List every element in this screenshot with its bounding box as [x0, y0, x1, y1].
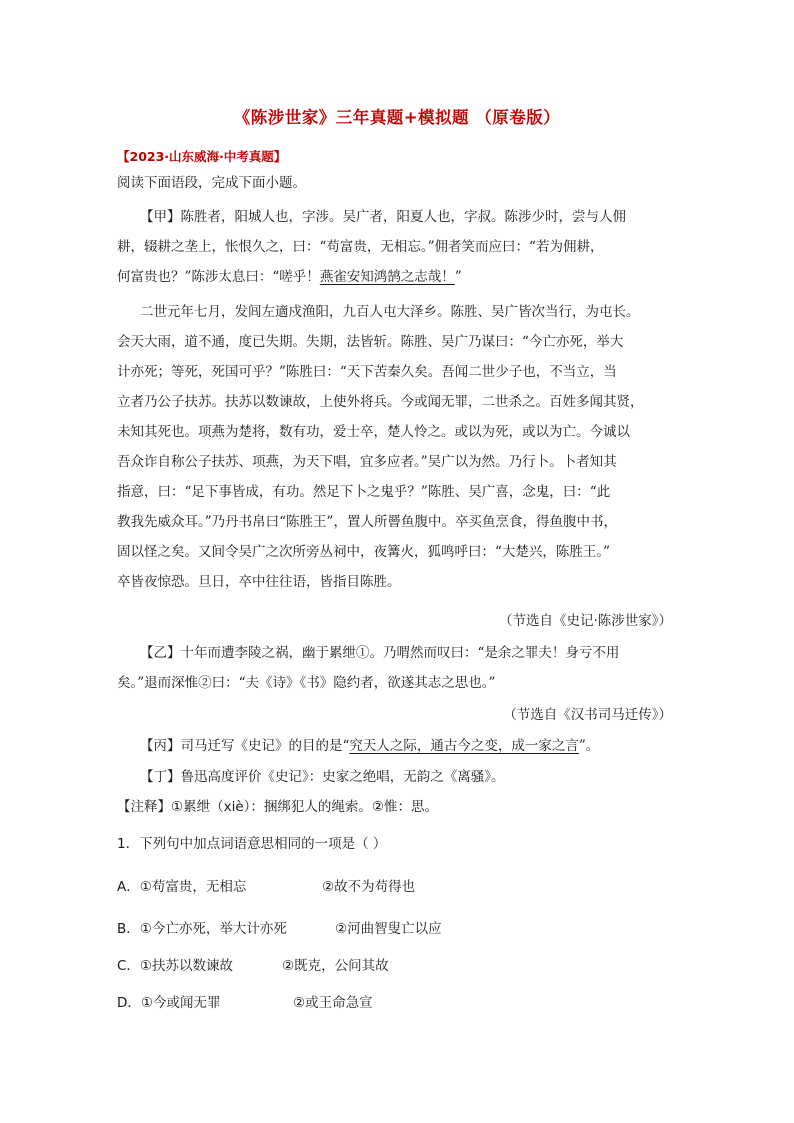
question-stem: 1．下列句中加点词语意思相同的一项是（ ）: [117, 836, 387, 852]
yi-line-2: 矣。”退而深惟②曰：“夫《诗》《书》隐约者，欲遂其志之思也。”: [117, 675, 496, 691]
jia-underlined-phrase: 燕雀安知鸿鹄之志哉！: [319, 269, 455, 285]
jia-p2-line-7: 指意，曰：“足下事皆成，有功。然足下卜之鬼乎？”陈胜、吴广喜，念鬼，曰：“此: [117, 484, 611, 500]
notes-line: 【注释】①累绁（xiè）：捆绑犯人的绳索。②惟：思。: [117, 799, 439, 815]
option-c-second: ②既克，公问其故: [282, 958, 389, 974]
jia-line-3-text: 何富贵也？”陈涉太息曰：“嗟乎！: [117, 269, 320, 285]
jia-line-3-end: ”: [454, 269, 462, 285]
yi-citation: （节选自《汉书司马迁传》）: [503, 707, 672, 723]
bing-underlined-phrase: 究天人之际，通古今之变，成一家之言: [349, 738, 579, 754]
page-title: 《陈涉世家》三年真题+模拟题 （原卷版）: [233, 108, 561, 127]
jia-p2-line-1: 二世元年七月，发闾左適戍渔阳，九百人屯大泽乡。陈胜、吴广皆次当行，为屯长。: [140, 304, 640, 320]
bing-prefix: 【丙】司马迁写《史记》的目的是“: [140, 738, 350, 754]
option-c-first: C．①扶苏以数谏故: [117, 958, 234, 974]
ding-line: 【丁】鲁迅高度评价《史记》：史家之绝唱，无韵之《离骚》。: [140, 769, 505, 785]
jia-line-2: 耕，辍耕之垄上，怅恨久之，曰：“苟富贵，无相忘。”佣者笑而应曰：“若为佣耕，: [117, 239, 604, 255]
jia-p2-line-3: 计亦死；等死，死国可乎？”陈胜曰：“天下苦秦久矣。吾闻二世少子也，不当立，当: [117, 364, 617, 380]
jia-p2-line-8: 教我先威众耳。”乃丹书帛曰“陈胜王”，置人所罾鱼腹中。卒买鱼烹食，得鱼腹中书，: [117, 514, 617, 530]
jia-citation: （节选自《史记·陈涉世家》）: [498, 613, 672, 629]
option-d-second: ②或王命急宣: [293, 995, 373, 1011]
jia-line-3: [117, 267, 677, 287]
instruction-text: 阅读下面语段，完成下面小题。: [117, 175, 306, 191]
jia-p2-line-9: 固以怪之矣。又间令吴广之次所旁丛祠中，夜篝火，狐鸣呼曰：“大楚兴，陈胜王。”: [117, 544, 611, 560]
yi-line-1: 【乙】十年而遭李陵之祸，幽于累绁①。乃喟然而叹曰：“是余之罪夫！身亏不用: [140, 645, 620, 661]
jia-p2-line-4: 立者乃公子扶苏。扶苏以数谏故，上使外将兵。今或闻无罪，二世杀之。百姓多闻其贤，: [117, 394, 644, 410]
exam-source-tag: 【2023·山东威海·中考真题】: [117, 149, 287, 164]
jia-line-1: 【甲】陈胜者，阳城人也，字涉。吴广者，阳夏人也，字叔。陈涉少时，尝与人佣: [140, 209, 626, 225]
option-a-second: ②故不为苟得也: [322, 879, 416, 895]
bing-suffix: ”。: [578, 738, 600, 754]
jia-p2-line-6: 吾众诈自称公子扶苏、项燕，为天下唱，宜多应者。”吴广以为然。乃行卜。卜者知其: [117, 454, 617, 470]
option-d-first: D．①今或闻无罪: [117, 995, 221, 1011]
bing-line: [140, 736, 700, 756]
jia-p2-line-5: 未知其死也。项燕为楚将，数有功，爱士卒，楚人怜之。或以为死，或以为亡。今诚以: [117, 424, 630, 440]
jia-p2-line-2: 会天大雨，道不通，度已失期。失期，法皆斩。陈胜、吴广乃谋曰：“今亡亦死，举大: [117, 334, 624, 350]
jia-p2-line-10: 卒皆夜惊恐。旦日，卒中往往语，皆指目陈胜。: [117, 574, 401, 590]
option-b-second: ②河曲智叟亡以应: [335, 921, 442, 937]
option-b-first: B．①今亡亦死，举大计亦死: [117, 921, 287, 937]
option-a-first: A．①苟富贵，无相忘: [117, 879, 247, 895]
